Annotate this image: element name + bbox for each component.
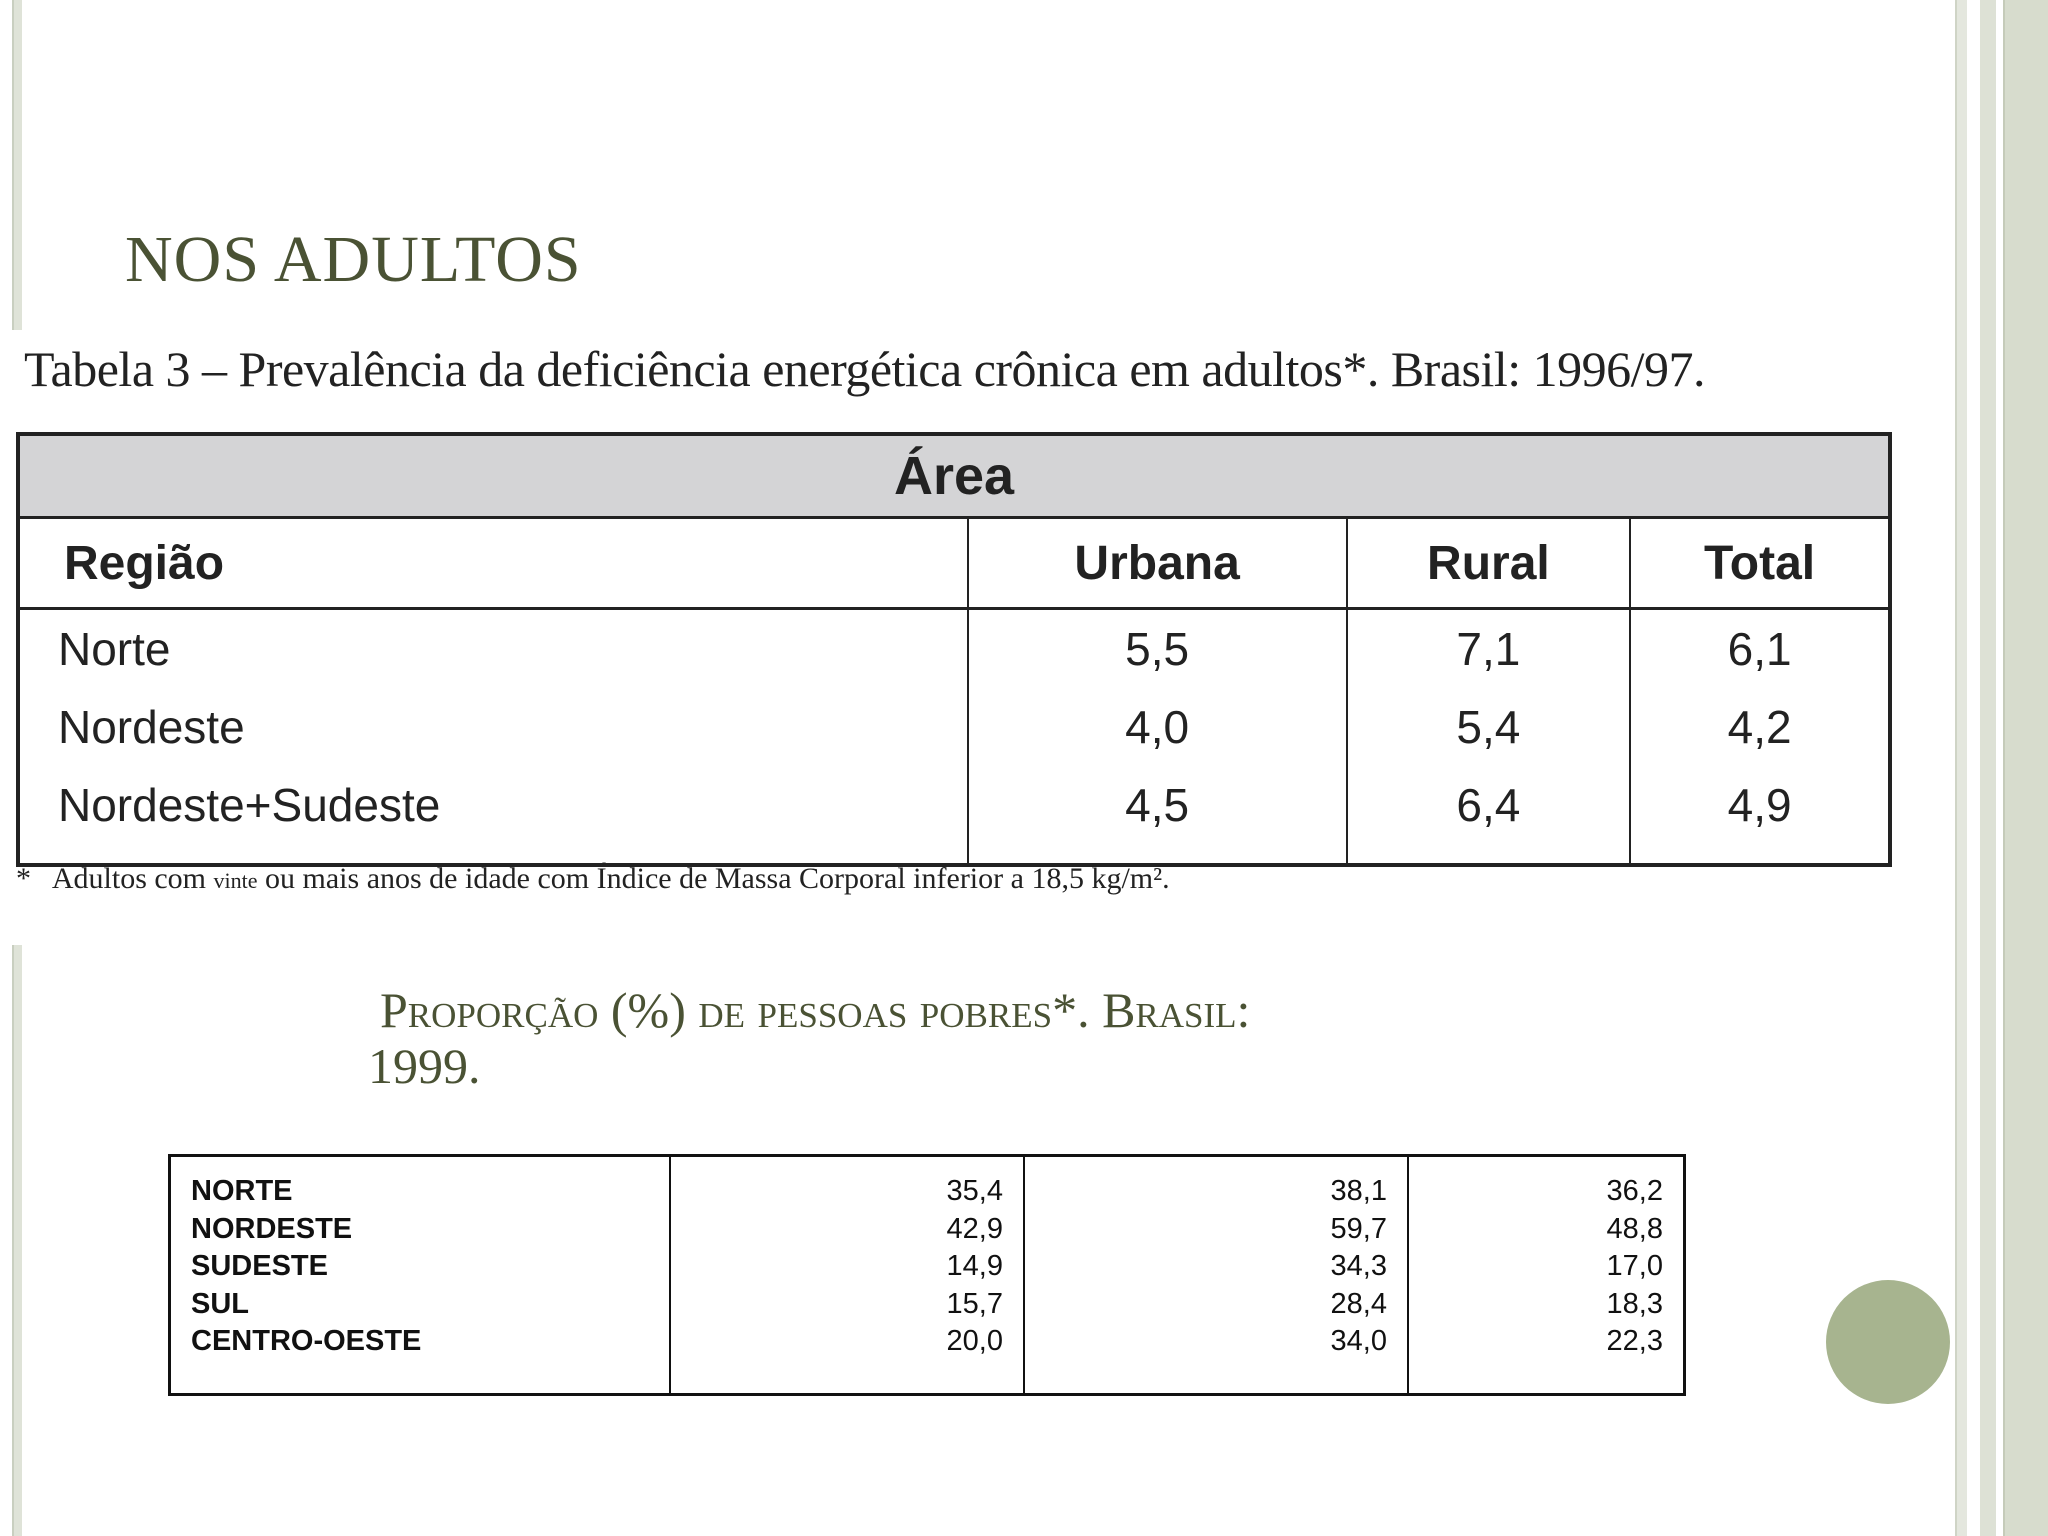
poverty-table	[168, 1154, 1686, 1396]
list-item: 14,9	[946, 1250, 1003, 1282]
footnote-text-a: Adultos com	[51, 862, 207, 895]
header-rural: Rural	[1347, 518, 1631, 609]
list-item: 35,4	[946, 1175, 1003, 1207]
rural-cell: 7,1	[1347, 609, 1631, 689]
rural-cell: 5,4	[1347, 688, 1631, 766]
right-decor-bar-1	[1955, 0, 1967, 1536]
value-column-4	[1408, 1156, 1685, 1395]
list-item: NORTE	[191, 1175, 293, 1207]
list-item: 48,8	[1606, 1212, 1663, 1245]
list-item: SUDESTE	[191, 1250, 328, 1282]
rural-cell: 6,4	[1347, 766, 1631, 865]
list-item: 34,0	[1330, 1325, 1387, 1357]
table2-title-line1: Proporção (%) de pessoas pobres*. Brasil:	[380, 982, 1251, 1038]
table-row	[18, 688, 1890, 766]
region-cell: Norte	[58, 623, 171, 675]
total-cell: 4,2	[1630, 688, 1890, 766]
total-cell: 4,9	[1630, 766, 1890, 865]
table2-title	[368, 982, 1628, 1094]
header-urbana: Urbana	[968, 518, 1347, 609]
table2-title-line2: 1999.	[368, 1038, 481, 1094]
decor-circle	[1826, 1280, 1950, 1404]
deficiency-table	[16, 432, 1892, 867]
list-item: 28,4	[1330, 1287, 1387, 1320]
list-item: 17,0	[1606, 1250, 1663, 1282]
total-cell: 6,1	[1630, 609, 1890, 689]
footnote-text-b: vinte	[213, 868, 258, 893]
region-cell: Nordeste	[58, 701, 245, 753]
table1-header-row	[18, 518, 1890, 609]
header-regiao: Região	[18, 518, 968, 609]
footnote-text-c: ou mais anos de idade com Índice de Massa Corporal inferior a 18,5 kg/m².	[265, 862, 1170, 895]
footnote-star: *	[16, 862, 31, 895]
left-decor-bar-top	[12, 0, 22, 330]
list-item: SUL	[191, 1287, 249, 1320]
urbana-cell: 4,0	[968, 688, 1347, 766]
header-total: Total	[1630, 518, 1890, 609]
table1-footnote	[16, 862, 1170, 896]
table1-group-header-row	[18, 434, 1890, 518]
list-item: 20,0	[946, 1325, 1003, 1357]
list-item: 34,3	[1330, 1250, 1387, 1282]
value-column-2	[670, 1156, 1024, 1395]
list-item: 36,2	[1606, 1175, 1663, 1207]
list-item: 42,9	[946, 1212, 1003, 1245]
value-column-3	[1024, 1156, 1408, 1395]
table-row	[18, 766, 1890, 865]
list-item: 59,7	[1330, 1212, 1387, 1245]
list-item: 38,1	[1330, 1175, 1387, 1207]
list-item: NORDESTE	[191, 1212, 353, 1245]
list-item: CENTRO-OESTE	[191, 1325, 422, 1357]
area-header: Área	[18, 434, 1890, 518]
region-cell: Nordeste+Sudeste	[58, 779, 441, 831]
left-decor-bar-bottom	[12, 945, 22, 1536]
list-item: 22,3	[1606, 1325, 1663, 1357]
slide-title: NOS ADULTOS	[125, 223, 582, 296]
list-item: 18,3	[1606, 1287, 1663, 1320]
right-decor-bar-2	[1980, 0, 1996, 1536]
table-row	[18, 609, 1890, 689]
urbana-cell: 5,5	[968, 609, 1347, 689]
urbana-cell: 4,5	[968, 766, 1347, 865]
list-item: 15,7	[946, 1287, 1003, 1320]
table1-caption: Tabela 3 – Prevalência da deficiência energética crônica em adultos*. Brasil: 1996/97.	[24, 341, 1706, 397]
table2-row	[170, 1156, 1685, 1395]
right-decor-bar-3	[2003, 0, 2048, 1536]
region-column	[170, 1156, 671, 1395]
